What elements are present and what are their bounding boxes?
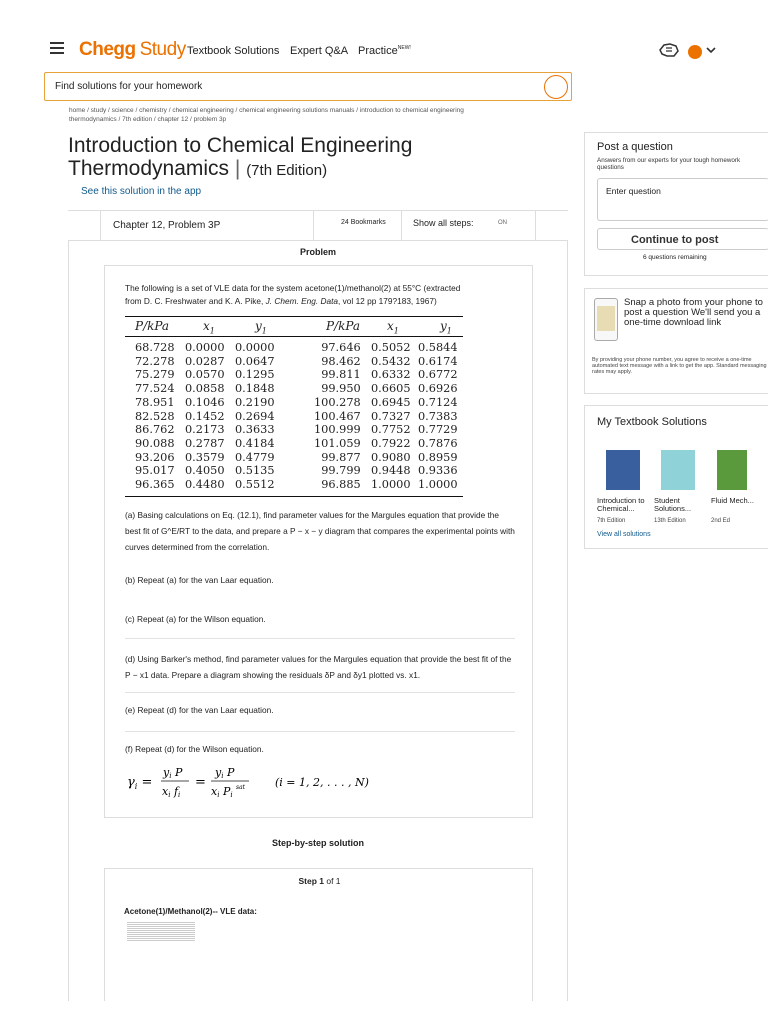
breadcrumb[interactable]: home / study / science / chemistry / chemical engineering / chemical engineering solutions manuals / introduction to chemical engineering thermodynamics / 7th edition / chapter 12 / problem 3p <box>69 107 464 123</box>
vle-data-label: Acetone(1)/Methanol(2)-- VLE data: <box>124 907 257 916</box>
svg-text:yi P: yi P <box>163 766 183 780</box>
logo-brand: Chegg <box>79 39 136 60</box>
show-steps-toggle[interactable]: ON <box>498 220 507 226</box>
my-textbooks-title: My Textbook Solutions <box>597 416 707 428</box>
book-title: Introduction to Chemical Engineering Thermodynamics <box>68 134 413 180</box>
book-cover-1[interactable] <box>606 450 640 490</box>
book-cover-3[interactable] <box>717 450 747 490</box>
header-y-left: $y_1$ <box>255 319 267 336</box>
problem-card <box>104 265 533 818</box>
question-input[interactable] <box>597 178 768 221</box>
logo-product: Study <box>139 39 186 60</box>
svg-text:γi =: $\gamma_i$ = <box>127 775 153 791</box>
app-promo-panel <box>584 288 768 394</box>
step-number: Step 1 <box>298 876 324 886</box>
step-indicator <box>105 876 534 886</box>
bookmarks-count[interactable]: 24 Bookmarks <box>341 219 386 226</box>
continue-to-post-button[interactable]: Continue to post <box>597 228 768 250</box>
svg-text:xi Pi: xi Pi <box>211 785 233 799</box>
header-x-right: $x_1$ <box>387 319 399 336</box>
problem-intro <box>125 282 505 308</box>
col-p-left: 68.728 72.278 75.279 77.524 78.951 82.528 86.762 90.088 93.206 95.017 96.365 <box>135 341 175 492</box>
snap-photo-text[interactable]: Snap a photo from your phone to post a question We'll send you a one-time download link <box>624 297 763 328</box>
post-question-subtitle: Answers from our experts for your tough homework questions <box>597 157 741 171</box>
phone-icon <box>594 298 618 341</box>
top-navigation <box>0 0 768 70</box>
book-edition-2: 13th Edition <box>654 518 686 524</box>
problem-toolbar <box>68 210 568 241</box>
book-title-1[interactable]: Introduction to Chemical... <box>597 496 645 513</box>
book-cover-2[interactable] <box>661 450 695 490</box>
nav-expert-qa[interactable]: Expert Q&A <box>290 45 349 57</box>
search-button-icon[interactable] <box>544 75 568 99</box>
step-total: of 1 <box>323 876 341 886</box>
post-question-title: Post a question <box>597 141 673 153</box>
view-all-solutions-link[interactable]: View all solutions <box>597 531 651 538</box>
part-f: (f) Repeat (d) for the Wilson equation. <box>125 744 264 754</box>
svg-text:xi fi: xi fi <box>162 785 181 799</box>
step-card <box>104 868 533 1001</box>
sms-disclaimer: By providing your phone number, you agree to receive a one-time automated text message with a link to get the app. Standard messaging rates may apply. <box>592 357 767 376</box>
part-b: (b) Repeat (a) for the van Laar equation. <box>125 575 274 585</box>
book-title-2[interactable]: Student Solutions... <box>654 496 692 513</box>
nav-textbook-solutions[interactable]: Textbook Solutions <box>187 45 280 57</box>
my-textbook-solutions-panel <box>584 405 768 549</box>
vle-table-thumbnail[interactable] <box>127 922 195 944</box>
part-a: (a) Basing calculations on Eq. (12.1), find parameter values for the Margules equation that provide the best fit of G^E/RT to the data, and prepare a P − x − y diagram that compares the experimental points with curves determined from the correlation. <box>125 510 515 552</box>
col-x-right: 0.5052 0.5432 0.6332 0.6605 0.6945 0.7327 0.7752 0.7922 0.9080 0.9448 1.0000 <box>371 341 411 492</box>
menu-icon[interactable] <box>50 42 64 57</box>
search-bar[interactable] <box>44 72 572 101</box>
show-steps-label: Show all steps: <box>413 218 474 228</box>
nav-practice[interactable] <box>358 45 411 57</box>
col-p-right: 97.646 98.462 99.811 99.950 100.278 100.467 100.999 101.059 99.877 99.799 96.885 <box>314 341 361 492</box>
col-x-left: 0.0000 0.0287 0.0570 0.0858 0.1046 0.1452 0.2173 0.2787 0.3579 0.4050 0.4480 <box>185 341 225 492</box>
part-e: (e) Repeat (d) for the van Laar equation. <box>125 705 274 715</box>
app-link[interactable]: See this solution in the app <box>81 186 202 197</box>
problem-heading: Problem <box>299 247 336 257</box>
col-y-left: 0.0000 0.0647 0.1295 0.1848 0.2190 0.2694 0.3633 0.4184 0.4779 0.5135 0.5512 <box>235 341 275 492</box>
new-badge: NEW! <box>397 45 411 51</box>
book-edition-3: 2nd Ed <box>711 518 731 524</box>
svg-text:sat: sat <box>236 784 246 791</box>
solution-heading: Step-by-step solution <box>272 838 364 848</box>
post-question-panel <box>584 132 768 276</box>
header-p-left: P/kPa <box>135 319 170 333</box>
intro-line-2: from D. C. Freshwater and K. A. Pike, J. Chem. Eng. Data, vol 12 pp 179?183, 1967) <box>125 296 437 306</box>
honor-hand-icon[interactable] <box>658 42 680 58</box>
svg-text:yi P: yi P <box>215 766 235 780</box>
book-title-3[interactable]: Fluid Mech... <box>711 496 754 505</box>
chegg-logo[interactable] <box>79 39 186 61</box>
chapter-label: Chapter 12, Problem 3P <box>113 220 221 231</box>
nav-practice-label: Practice <box>358 45 398 57</box>
col-y-right: 0.5844 0.6174 0.6772 0.6926 0.7124 0.7383 0.7729 0.7876 0.8959 0.9336 1.0000 <box>418 341 458 492</box>
page-title: Introduction to Chemical Engineering Thermodynamics | (7th Edition) <box>68 134 413 180</box>
questions-remaining: 6 questions remaining <box>643 254 707 261</box>
chevron-down-icon[interactable] <box>706 46 716 54</box>
book-edition: (7th Edition) <box>246 162 328 179</box>
activity-coefficient-equation <box>125 764 385 800</box>
part-d: (d) Using Barker's method, find parameter values for the Margules equation that provide the best fit of the P − x1 data. Prepare a diagram showing the residuals δP and δy1 plotted vs. x1. <box>125 654 512 680</box>
header-y-right: $y_1$ <box>440 319 452 336</box>
search-input[interactable]: Find solutions for your homework <box>55 81 203 92</box>
question-placeholder: Enter question <box>606 186 661 196</box>
user-avatar[interactable] <box>688 45 702 59</box>
header-p-right: P/kPa <box>326 319 361 333</box>
book-edition-1: 7th Edition <box>597 518 626 524</box>
intro-line-1: The following is a set of VLE data for the system acetone(1)/methanol(2) at 55°C (extracted <box>125 283 461 293</box>
equation-range: (i = 1, 2, . . . , N) <box>275 776 369 789</box>
header-x-left: $x_1$ <box>203 319 215 336</box>
part-c: (c) Repeat (a) for the Wilson equation. <box>125 614 266 624</box>
svg-text:=: = <box>195 775 206 790</box>
